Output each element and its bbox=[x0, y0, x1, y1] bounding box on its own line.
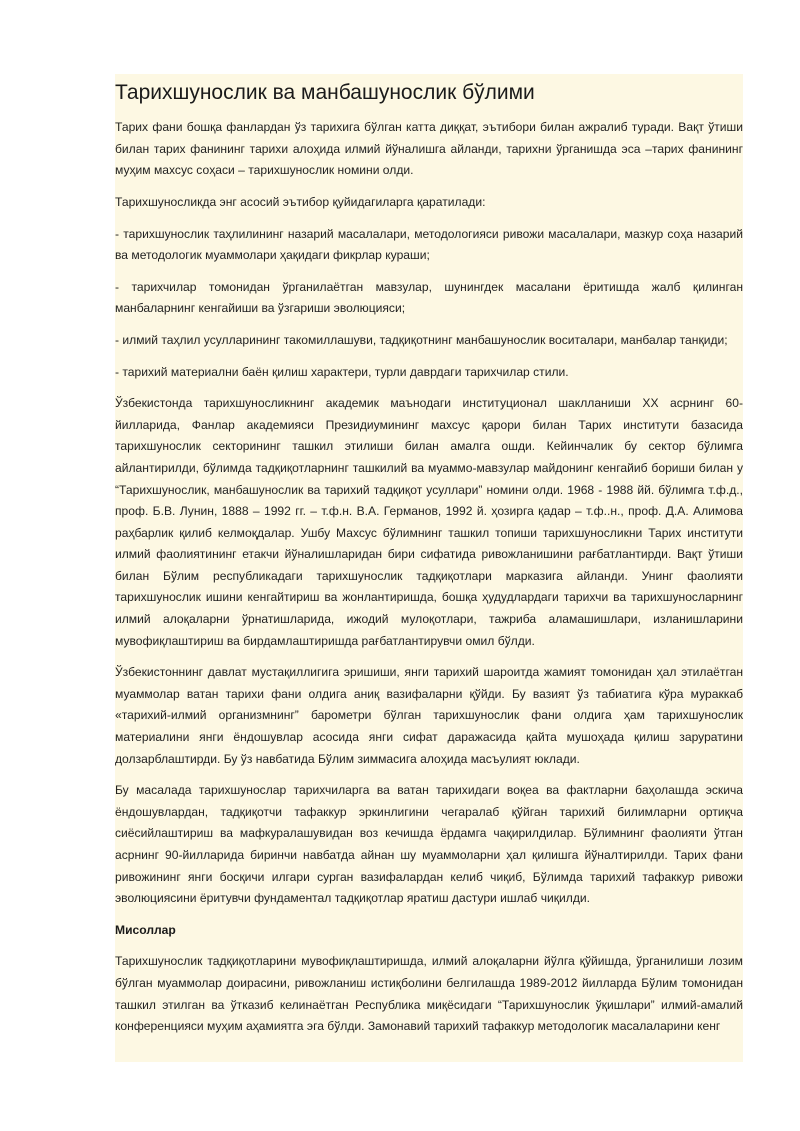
list-item-style: - тарихий материални баён қилиш характери, турли даврдаги тарихчилар стили. bbox=[115, 364, 569, 379]
history-paragraph: Ўзбекистонда тарихшуносликнинг академик маънодаги институционал шаклланиши XX асрнинг 60-йилларида, Фанлар академияси Президиумининг махсус қарори билан Тарих институти базасида тарихшунослик секторининг ташкил этилиши билан амалга ошди. Кейинчалик бу сектор бўлимга айлантирилди, бўлимда тадқиқотларнинг ташкилий ва муаммо-мавзулар майдонинг кенгайиб бориши билан у “Тарихшунослик, манбашунослик ва тарихий тадқиқот усуллари” номини олди. 1968 - 1988 йй. бўлимга т.ф.д., проф. Б.В. Лунин, 1888 – 1992 гг. – т.ф.н. В.А. Германов, 1992 й. ҳозирга қадар – т.ф..н., проф. Д.А. Алимова раҳбарлик қилиб келмоқдалар. Ушбу Махсус бўлимнинг ташкил топиши тарихшуносликни Тарих институти илмий фаолиятининг етакчи йўналишларидан бири сифатида ривожланишини рағбатлантирди. Вақт ўтиши билан Бўлим республикадаги тарихшунослик тадқиқотлари марказига айланди. Унинг фаолияти тарихшунослик ишини кенгайтириш ва жонлантиришда, бошқа ҳудудлардаги тарихчи ва тарихшуносларнинг илмий алоқаларни ўрнатишларида, ижодий мулоқотлари, тажриба аламашишлари, изланишларини мувофиқлаштириш ва бирдамлаштиришда рағбатлантирувчи омил бўлди. bbox=[115, 396, 743, 648]
examples-paragraph: Тарихшунослик тадқиқотларини мувофиқлаштиришда, илмий алоқаларни йўлга қўйишда, ўрганилиши лозим бўлган муаммолар доирасини, ривожланиш истиқболини белгилашда 1989-2012 йилларда Бўлим томонидан ташкил этилган ва ўтказиб келинаётган Республика миқёсидаги “Тарихшунослик ўқишлари” илмий-амалий конференцияси муҳим аҳамиятга эга бўлди. Замонавий тарихий тафаккур методологик масалаларини кенг bbox=[115, 954, 743, 1034]
highlighted-content-block bbox=[115, 74, 743, 1062]
list-item-topics: - тарихчилар томонидан ўрганилаётган мавзулар, шунингдек масалани ёритишда жалб қилинган манбаларнинг кенгайиши ва ўзгариши эволюцияси; bbox=[115, 279, 743, 316]
page-title: Тарихшунослик ва манбашунослик бўлими bbox=[115, 81, 535, 104]
approaches-paragraph: Бу масалада тарихшунослар тарихчиларга ва ватан тарихидаги воқеа ва фактларни баҳолашда эскича ёндошувлардан, тадқиқотчи тафаккур эркинлигини чегаралаб қўйган тарихий билимларни ортиқча сиёсийлаштириш ва мафкуралашувидан воз кечишда ёрдамга чақирилдилар. Бўлимнинг фаолияти ўтган асрнинг 90-йилларида биринчи навбатда айнан шу муаммоларни ҳал қилишга йўналтирилди. Тарих фани ривожининг янги босқичи илгари сурган вазифалардан келиб чиқиб, Бўлимда тарихий тафаккур ривожи эволюциясини ёритувчи фундаментал тадқиқотлар яратиш дастури ишлаб чиқилди. bbox=[115, 783, 743, 906]
intro-paragraph: Тарих фани бошқа фанлардан ўз тарихига бўлган катта диққат, эътибори билан ажралиб туради. Вақт ўтиши билан тарих фанининг тарихи алоҳида илмий йўналишга айланди, тарихни ўрганишда эса –тарих фанининг муҳим махсус соҳаси – тарихшунослик номини олди. bbox=[115, 120, 743, 178]
focus-lead-paragraph: Тарихшуносликда энг асосий эътибор қуйидагиларга қаратилади: bbox=[115, 194, 486, 209]
examples-heading: Мисоллар bbox=[115, 922, 176, 937]
list-item-theory: - тарихшунослик таҳлилининг назарий масалалари, методологияси ривожи масалалари, мазкур соҳа назарий ва методологик муаммолари ҳақидаги фикрлар кураши; bbox=[115, 226, 743, 263]
independence-paragraph: Ўзбекистоннинг давлат мустақиллигига эришиши, янги тарихий шароитда жамият томонидан ҳал этилаётган муаммолар ватан тарихи фани олдига аниқ вазифаларни қўйди. Бу вазият ўз табиатига кўра мураккаб «тарихий-илмий организмнинг” барометри бўлган тарихшунослик фани олдига ҳам тарихшунослик материалини янги ёндошувлар асосида янги сифат даражасида қайта мушоҳада қилиш заруратини долзарблаштирди. Бу ўз навбатида Бўлим зиммасига алоҳида масъулият юклади. bbox=[115, 665, 743, 766]
list-item-methods: - илмий таҳлил усулларининг такомиллашуви, тадқиқотнинг манбашунослик воситалари, манбалар танқиди; bbox=[115, 332, 728, 347]
